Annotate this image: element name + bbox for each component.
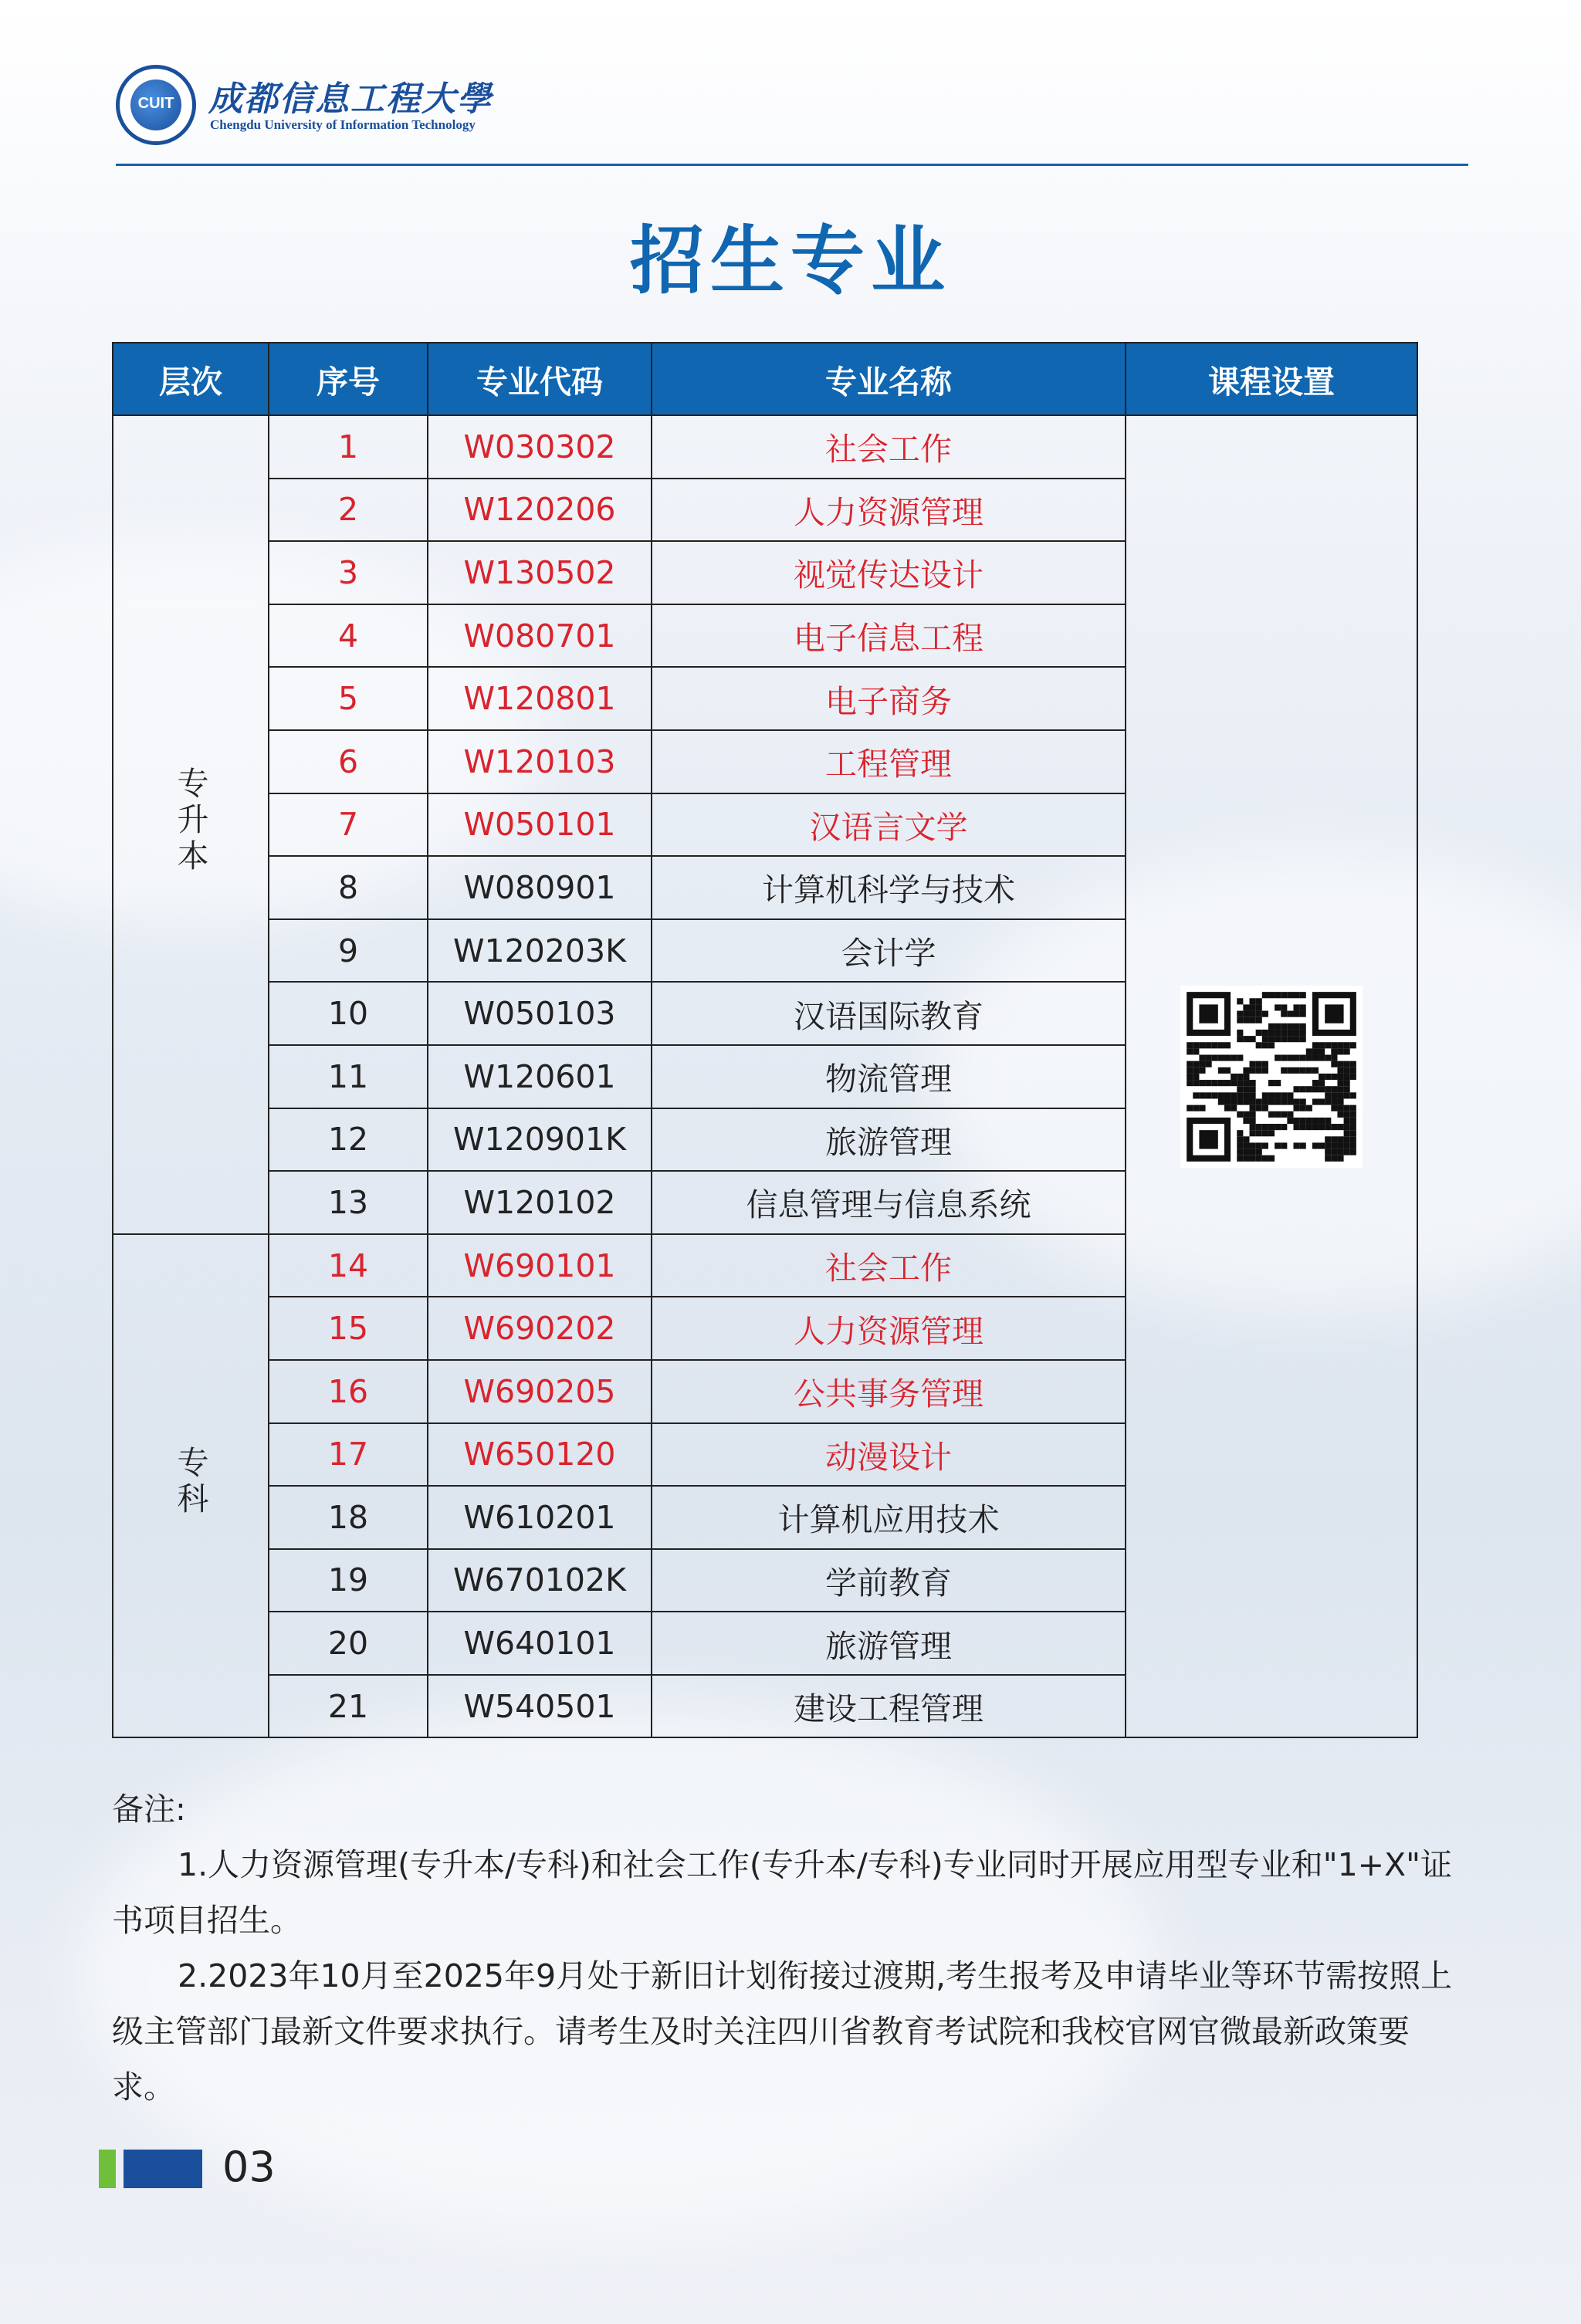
level-cell [113,415,269,1234]
name-cell: 信息管理与信息系统 [652,1171,1126,1234]
code-cell: W640101 [428,1612,652,1675]
note-item: 2.2023年10月至2025年9月处于新旧计划衔接过渡期,考生报考及申请毕业等环节需按照上级主管部门最新文件要求执行。请考生及时关注四川省教育考试院和我校官网官微最新政策要求。 [112,1957,1453,2106]
table-row [113,415,1417,479]
code-cell: W120102 [428,1171,652,1234]
code-cell: W120206 [428,479,652,542]
code-cell: W130502 [428,541,652,604]
seq-cell: 10 [269,982,428,1045]
seq-cell: 15 [269,1297,428,1360]
name-cell: 会计学 [652,919,1126,983]
name-cell: 视觉传达设计 [652,541,1126,604]
level-label: 专升本 [171,766,209,875]
footer-green-bar [99,2150,116,2188]
header-level: 层次 [113,343,269,415]
seq-cell: 17 [269,1423,428,1487]
code-cell: W650120 [428,1423,652,1487]
header-divider [116,164,1468,166]
page-title: 招生专业 [630,218,951,304]
code-cell: W690205 [428,1360,652,1423]
code-cell: W690202 [428,1297,652,1360]
name-cell: 人力资源管理 [652,1297,1126,1360]
university-logo-icon [116,65,196,145]
seq-cell: 21 [269,1675,428,1738]
code-cell: W050101 [428,793,652,857]
name-cell: 汉语言文学 [652,793,1126,857]
seq-cell: 1 [269,415,428,479]
university-name-en: Chengdu University of Information Technology [210,117,476,132]
level-cell [113,1234,269,1738]
level-label: 专科 [171,1446,209,1519]
name-cell: 社会工作 [652,415,1126,479]
name-cell: 计算机科学与技术 [652,856,1126,919]
header-name: 专业名称 [652,343,1126,415]
seq-cell: 7 [269,793,428,857]
name-cell: 工程管理 [652,730,1126,793]
majors-table [112,342,1418,1738]
seq-cell: 8 [269,856,428,919]
name-cell: 动漫设计 [652,1423,1126,1487]
seq-cell: 6 [269,730,428,793]
name-cell: 计算机应用技术 [652,1486,1126,1549]
code-cell: W670102K [428,1549,652,1612]
name-cell: 社会工作 [652,1234,1126,1297]
seq-cell: 9 [269,919,428,983]
seq-cell: 2 [269,479,428,542]
code-cell: W120601 [428,1045,652,1108]
code-cell: W050103 [428,982,652,1045]
code-cell: W080701 [428,604,652,668]
seq-cell: 11 [269,1045,428,1108]
code-cell: W030302 [428,415,652,479]
code-cell: W120203K [428,919,652,983]
name-cell: 旅游管理 [652,1108,1126,1172]
code-cell: W120103 [428,730,652,793]
seq-cell: 5 [269,667,428,730]
note-item: 1.人力资源管理(专升本/专科)和社会工作(专升本/专科)专业同时开展应用型专业和"1+X"证书项目招生。 [112,1846,1452,1939]
name-cell: 人力资源管理 [652,479,1126,542]
code-cell: W540501 [428,1675,652,1738]
code-cell: W690101 [428,1234,652,1297]
header-course: 课程设置 [1126,343,1417,415]
seq-cell: 16 [269,1360,428,1423]
notes [112,1781,1471,2115]
code-cell: W120901K [428,1108,652,1172]
university-name-cn: 成都信息工程大學 [208,79,493,119]
course-cell [1126,415,1417,1737]
table-body [113,415,1417,1737]
name-cell: 建设工程管理 [652,1675,1126,1738]
name-cell: 电子信息工程 [652,604,1126,668]
name-cell: 汉语国际教育 [652,982,1126,1045]
seq-cell: 14 [269,1234,428,1297]
table-header-row [113,343,1417,415]
seq-cell: 13 [269,1171,428,1234]
seq-cell: 4 [269,604,428,668]
notes-heading: 备注: [112,1791,186,1828]
page-number: 03 [222,2143,276,2191]
seq-cell: 19 [269,1549,428,1612]
qr-code-icon [1180,986,1363,1168]
footer-blue-bar [124,2150,202,2188]
code-cell: W080901 [428,856,652,919]
seq-cell: 12 [269,1108,428,1172]
seq-cell: 20 [269,1612,428,1675]
seq-cell: 3 [269,541,428,604]
header-seq: 序号 [269,343,428,415]
logo-text: CUIT [137,95,174,112]
code-cell: W610201 [428,1486,652,1549]
qr-code[interactable] [1180,986,1363,1168]
header-code: 专业代码 [428,343,652,415]
name-cell: 电子商务 [652,667,1126,730]
seq-cell: 18 [269,1486,428,1549]
name-cell: 学前教育 [652,1549,1126,1612]
name-cell: 旅游管理 [652,1612,1126,1675]
name-cell: 物流管理 [652,1045,1126,1108]
code-cell: W120801 [428,667,652,730]
name-cell: 公共事务管理 [652,1360,1126,1423]
